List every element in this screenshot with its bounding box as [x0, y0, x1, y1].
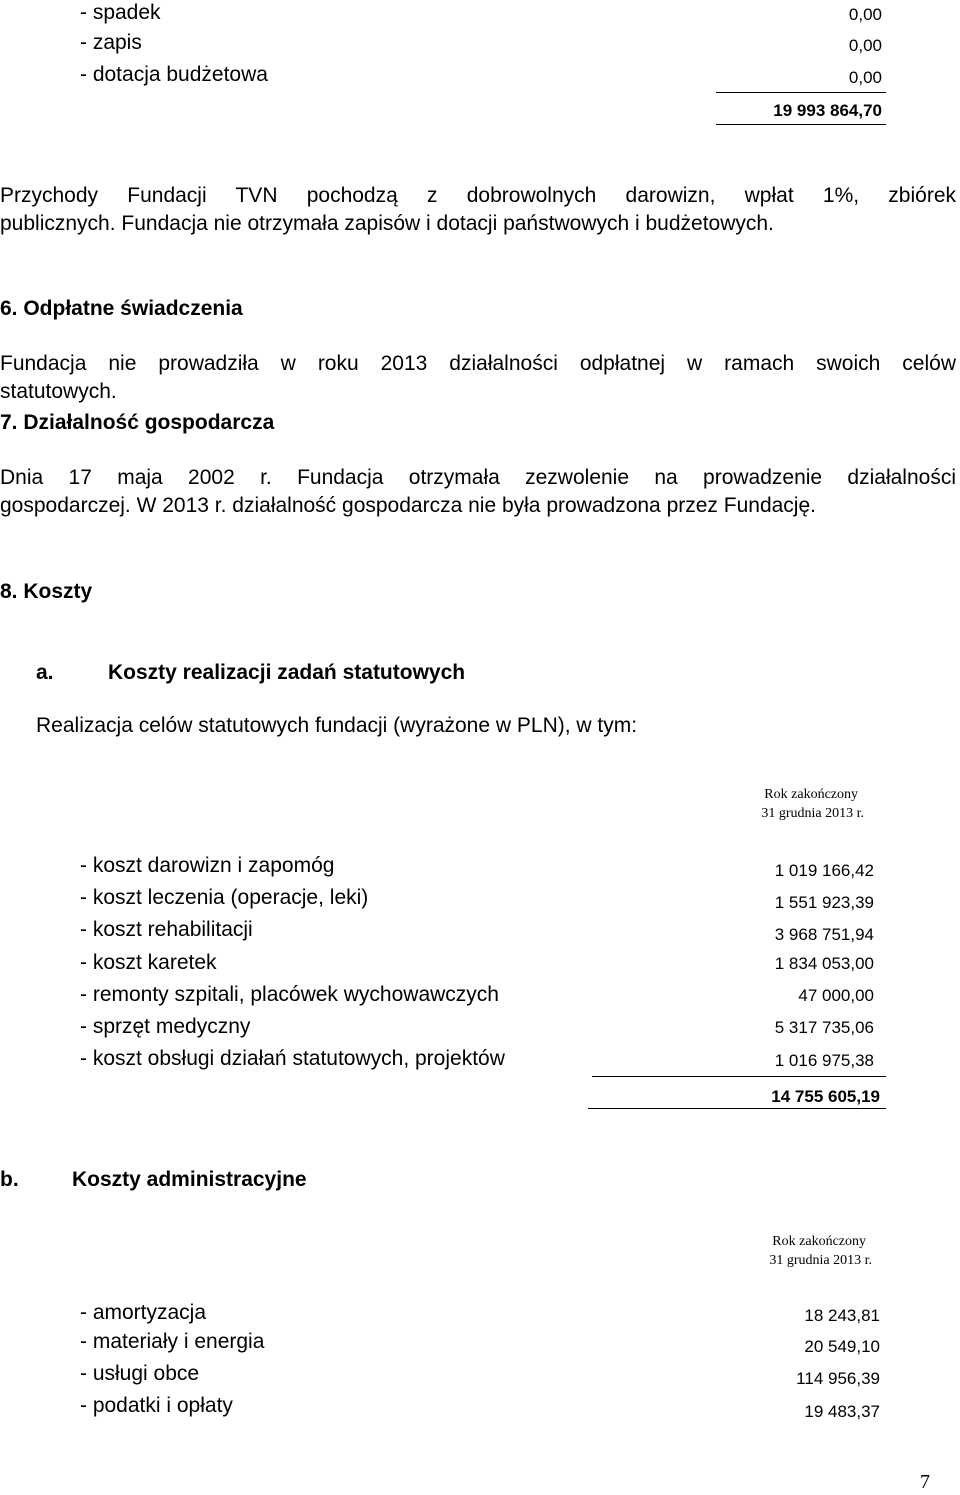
section7-line: Dnia 17 maja 2002 r. Fundacja otrzymała zezwolenie na prowadzenie działalności	[0, 466, 956, 489]
admin-row-value: 114 956,39	[796, 1369, 880, 1388]
section7-text	[0, 464, 956, 520]
costs-total-underline	[588, 1108, 886, 1109]
cost-row-label: - remonty szpitali, placówek wychowawczych	[80, 983, 499, 1006]
subsection-title: Koszty administracyjne	[72, 1168, 307, 1191]
income-row-label: - dotacja budżetowa	[80, 63, 268, 86]
admin-row-label: - podatki i opłaty	[80, 1394, 233, 1417]
cost-row-label: - sprzęt medyczny	[80, 1015, 251, 1038]
cost-row-value: 3 968 751,94	[774, 925, 874, 944]
cost-row-value: 1 834 053,00	[774, 954, 874, 973]
cost-row-label: - koszt leczenia (operacje, leki)	[80, 886, 369, 909]
cost-row-label: - koszt rehabilitacji	[80, 918, 253, 941]
column-header: Rok zakończony	[764, 787, 858, 802]
cost-row-value: 1 019 166,42	[774, 861, 874, 880]
cost-row-value: 47 000,00	[798, 986, 874, 1005]
cost-row-value: 1 016 975,38	[774, 1051, 874, 1070]
income-row-value: 0,00	[848, 36, 882, 55]
income-note-line: publicznych. Fundacja nie otrzymała zapisów i dotacji państwowych i budżetowych.	[0, 212, 774, 235]
section-heading: 7. Działalność gospodarcza	[0, 411, 275, 434]
section6-line: Fundacja nie prowadziła w roku 2013 działalności odpłatnej w ramach swoich celów	[0, 352, 956, 375]
income-row-value: 0,00	[848, 5, 882, 24]
section7-line: gospodarczej. W 2013 r. działalność gospodarcza nie była prowadzona przez Fundację.	[0, 494, 816, 517]
subsection-title: Koszty realizacji zadań statutowych	[108, 661, 466, 684]
cost-row-label: - koszt darowizn i zapomóg	[80, 854, 335, 877]
income-row-label: - spadek	[80, 1, 161, 24]
column-header: 31 grudnia 2013 r.	[769, 1253, 872, 1268]
section6-text	[0, 350, 956, 406]
section-heading: 8. Koszty	[0, 580, 93, 603]
cost-row-label: - koszt karetek	[80, 951, 217, 974]
column-header: 31 grudnia 2013 r.	[761, 806, 864, 821]
subsection-marker: a.	[36, 661, 54, 684]
subsection-marker: b.	[0, 1168, 19, 1191]
costs-total: 14 755 605,19	[771, 1087, 880, 1106]
cost-row-label: - koszt obsługi działań statutowych, projektów	[80, 1047, 505, 1070]
cost-row-value: 1 551 923,39	[774, 893, 874, 912]
admin-row-value: 18 243,81	[804, 1306, 880, 1325]
costs-sum-rule	[592, 1076, 886, 1077]
admin-row-value: 19 483,37	[804, 1402, 880, 1421]
income-note	[0, 182, 956, 238]
page-number: 7	[920, 1471, 930, 1493]
cost-row-value: 5 317 735,06	[774, 1018, 874, 1037]
income-row-label: - zapis	[80, 31, 142, 54]
section6-line: statutowych.	[0, 380, 117, 403]
admin-row-label: - amortyzacja	[80, 1301, 207, 1324]
section-heading: 6. Odpłatne świadczenia	[0, 297, 243, 320]
income-row-value: 0,00	[848, 68, 882, 87]
admin-row-label: - usługi obce	[80, 1362, 200, 1385]
column-header: Rok zakończony	[772, 1234, 866, 1249]
income-total: 19 993 864,70	[773, 101, 882, 120]
admin-row-value: 20 549,10	[804, 1337, 880, 1356]
income-total-underline	[716, 124, 886, 125]
admin-row-label: - materiały i energia	[80, 1330, 265, 1353]
costs-intro: Realizacja celów statutowych fundacji (wyrażone w PLN), w tym:	[36, 714, 638, 737]
income-sum-rule	[716, 92, 886, 93]
income-note-line: Przychody Fundacji TVN pochodzą z dobrowolnych darowizn, wpłat 1%, zbiórek	[0, 184, 956, 207]
